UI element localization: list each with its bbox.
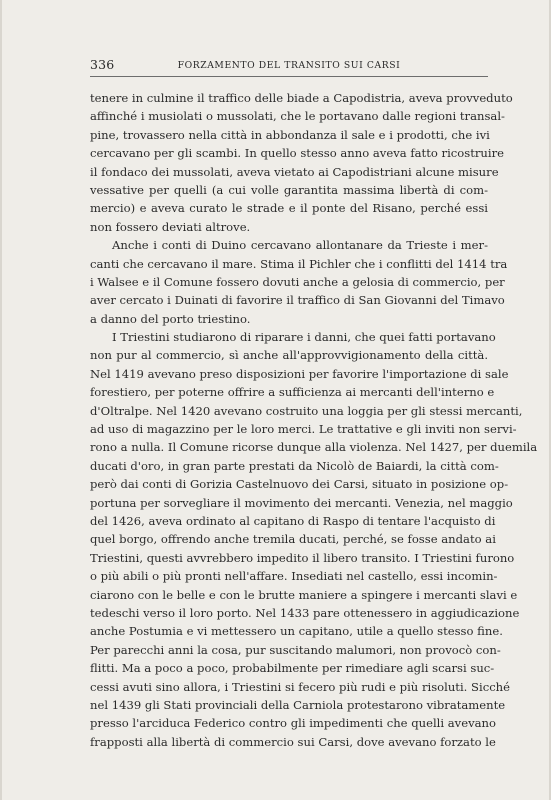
text-line: portuna per sorvegliare il movimento dei mercanti. Venezia, nel maggio: [90, 495, 513, 510]
text-line: tenere in culmine il traffico delle biade a Capodistria, aveva provveduto: [90, 91, 513, 105]
text-line: Triestini, questi avvrebbero impedito il libero transito. I Triestini furono: [90, 550, 515, 565]
text-line: a danno del porto triestino.: [90, 311, 251, 326]
text-line: Anche i conti di Duino cercavano allontanare da Trieste i mer-: [112, 238, 488, 253]
text-line: rono a nulla. Il Comune ricorse dunque alla violenza. Nel 1427, per duemila: [90, 440, 538, 455]
text-line: flitti. Ma a poco a poco, probabilmente per rimediare agli scarsi suc-: [90, 661, 495, 676]
header-rule: [90, 76, 488, 77]
text-line: ciarono con le belle e con le brutte maniere a spingere i mercanti slavi e: [90, 587, 518, 602]
running-title: FORZAMENTO DEL TRANSITO SUI CARSI: [177, 60, 401, 71]
page-number: 336: [90, 57, 115, 72]
text-line: del 1426, aveva ordinato al capitano di Raspo di tentare l'acquisto di: [90, 513, 496, 528]
text-line: pine, trovassero nella città in abbondanza il sale e i prodotti, che ivi: [90, 127, 490, 142]
text-line: anche Postumia e vi mettessero un capitano, utile a quello stesso fine.: [90, 624, 503, 639]
text-line: il fondaco dei mussolati, aveva vietato ai Capodistriani alcune misure: [90, 164, 499, 179]
text-line: aver cercato i Duinati di favorire il traffico di San Giovanni del Timavo: [90, 293, 505, 308]
text-line: cercavano per gli scambi. In quello stesso anno aveva fatto ricostruire: [90, 146, 504, 161]
text-line: forestiero, per poterne offrire a sufficienza ai mercanti dell'interno e: [90, 385, 495, 400]
text-line: I Triestini studiarono di riparare i danni, che quei fatti portavano: [112, 330, 496, 345]
text-line: ad uso di magazzino per le loro merci. Le trattative e gli inviti non servi-: [90, 422, 517, 437]
text-line: i Walsee e il Comune fossero dovuti anche a gelosia di commercio, per: [90, 274, 505, 289]
text-line: frapposti alla libertà di commercio sui Carsi, dove avevano forzato le: [90, 734, 496, 749]
text-line: non fossero deviati altrove.: [90, 219, 251, 234]
text-line: però dai conti di Gorizia Castelnuovo dei Carsi, situato in posizione op-: [90, 477, 509, 492]
page-edge-left: [0, 0, 2, 800]
text-line: presso l'arciduca Federico contro gli impedimenti che quelli avevano: [90, 716, 496, 731]
text-line: quel borgo, offrendo anche tremila ducati, perché, se fosse andato ai: [90, 532, 496, 547]
body-text: [90, 89, 538, 751]
text-line: affinché i musiolati o mussolati, che le portavano dalle regioni transal-: [90, 109, 505, 124]
text-line: canti che cercavano il mare. Stima il Pichler che i conflitti del 1414 tra: [90, 256, 508, 271]
text-line: nel 1439 gli Stati provinciali della Carniola protestarono vibratamente: [90, 697, 506, 712]
text-line: d'Oltralpe. Nel 1420 avevano costruito una loggia per gli stessi mercanti,: [90, 403, 523, 418]
text-line: cessi avuti sino allora, i Triestini si fecero più rudi e più risoluti. Sicché: [90, 679, 511, 694]
text-line: non pur al commercio, sì anche all'approvvigionamento della città.: [90, 348, 488, 363]
text-line: Nel 1419 avevano preso disposizioni per favorire l'importazione di sale: [90, 366, 509, 381]
text-line: o più abili o più pronti nell'affare. Insediati nel castello, essi incomin-: [90, 569, 498, 584]
text-line: vessative per quelli (a cui volle garantita massima libertà di com-: [90, 182, 488, 197]
text-line: mercio) e aveva curato le strade e il ponte del Risano, perché essi: [90, 201, 488, 216]
text-line: Per parecchi anni la cosa, pur suscitando malumori, non provocò con-: [90, 642, 501, 657]
text-line: ducati d'oro, in gran parte prestati da Nicolò de Baiardi, la città com-: [90, 458, 499, 473]
page-header: [90, 56, 488, 74]
text-line: tedeschi verso il loro porto. Nel 1433 pare ottenessero in aggiudicazione: [90, 605, 520, 620]
